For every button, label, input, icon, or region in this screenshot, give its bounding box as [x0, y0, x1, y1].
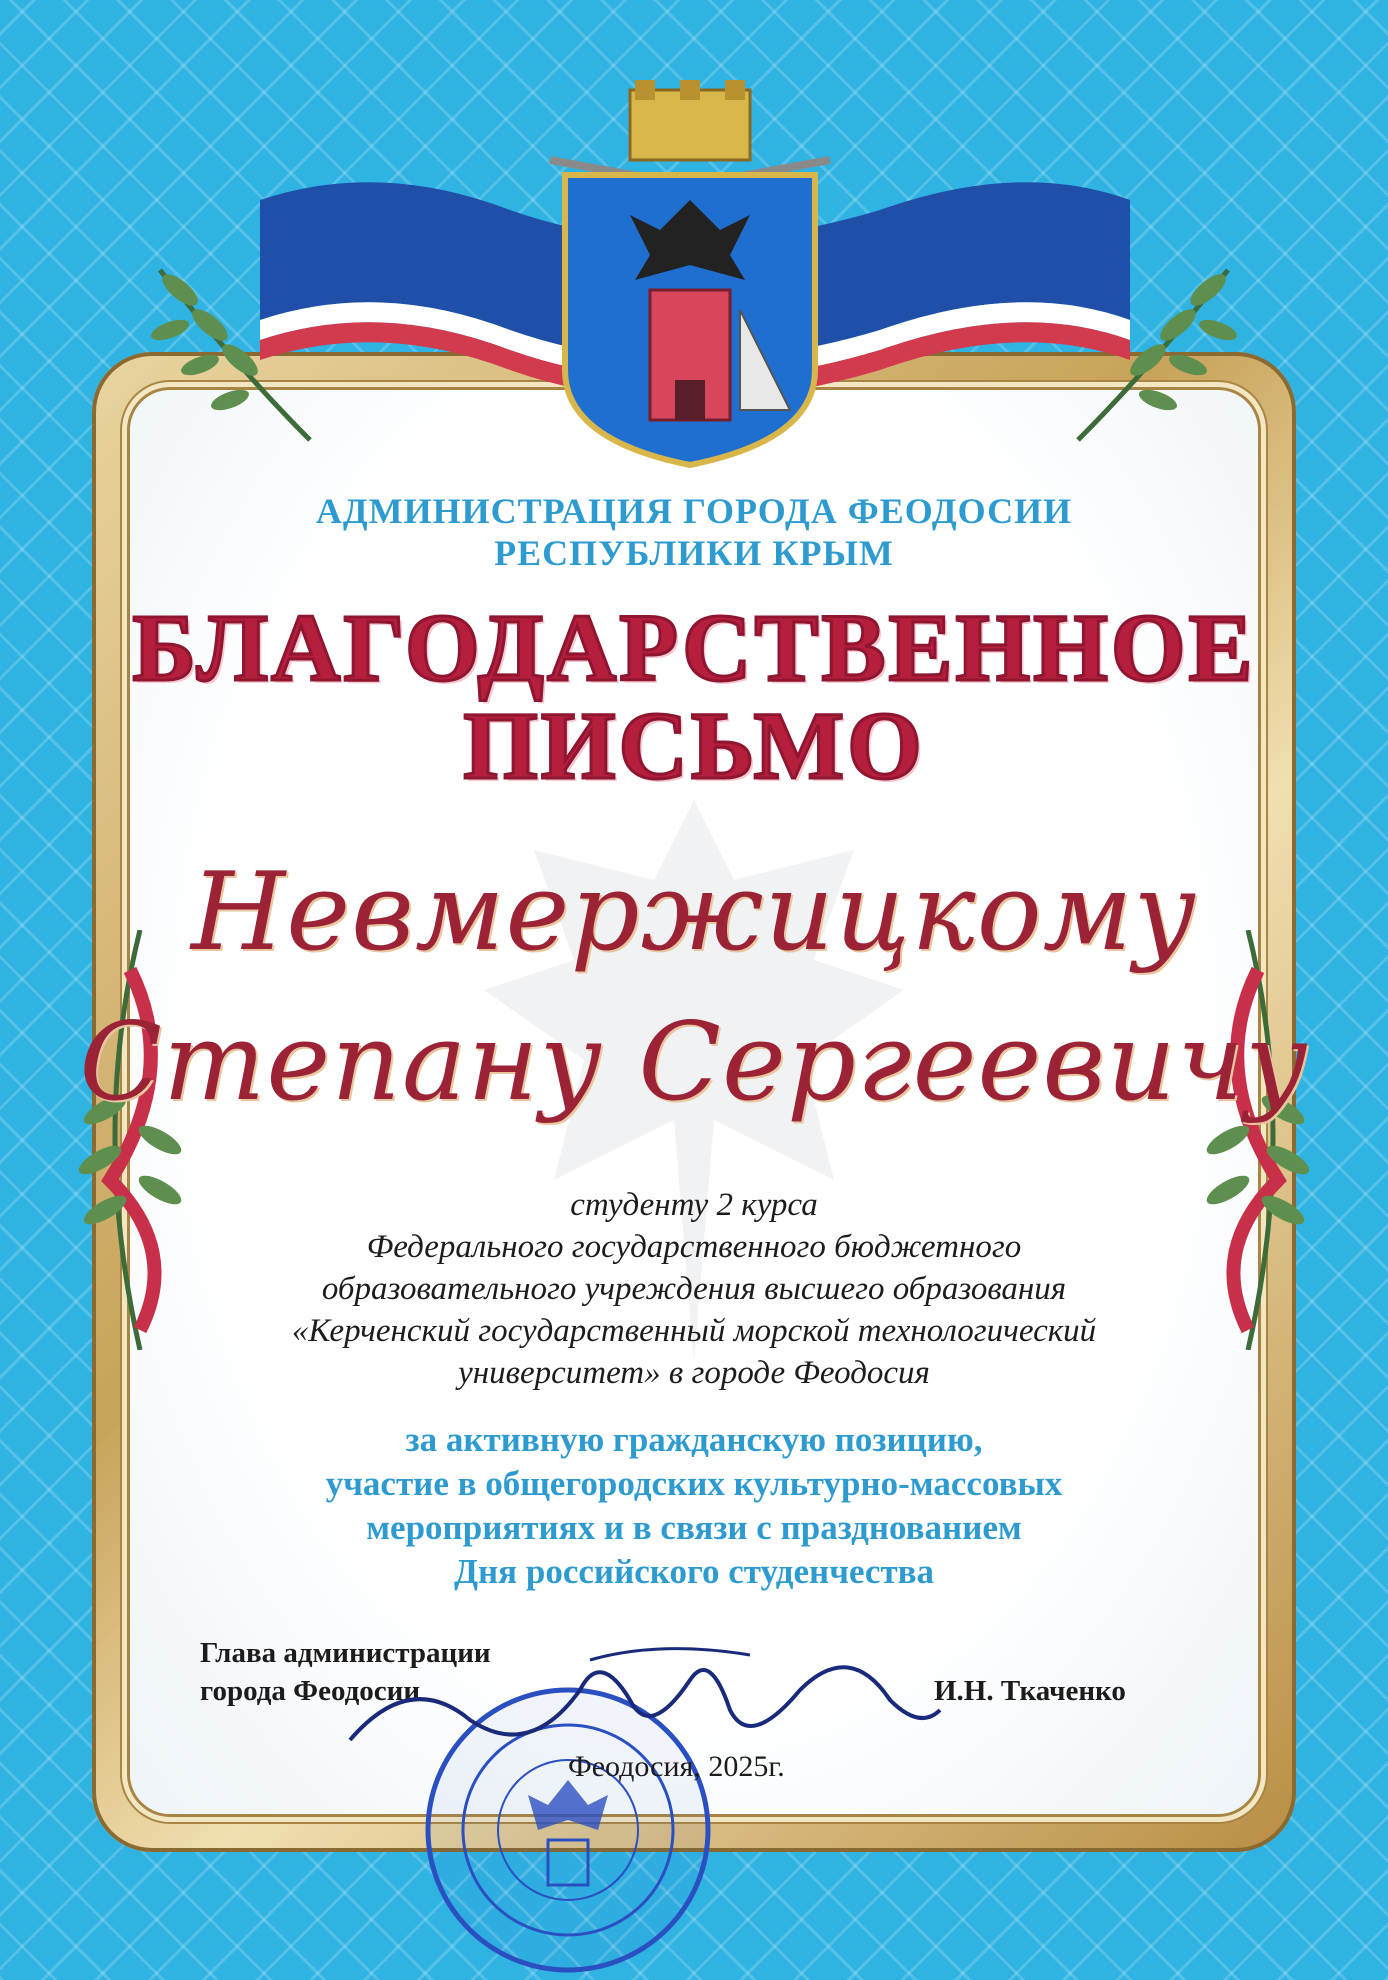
issuer-line-2: РЕСПУБЛИКИ КРЫМ — [494, 533, 894, 573]
city-coat-of-arms-icon — [540, 80, 840, 470]
recipient-surname: Невмержицкому — [191, 850, 1197, 975]
reason-line: Дня российского студенчества — [453, 1552, 935, 1591]
title-line-2: ПИСЬМО — [463, 692, 925, 799]
recipient-given-names: Степану Сергеевичу — [79, 1000, 1309, 1125]
issuer-line-1: АДМИНИСТРАЦИЯ ГОРОДА ФЕОДОСИИ — [315, 491, 1073, 531]
reason-line: участие в общегородских культурно-массовых — [325, 1464, 1063, 1503]
body-line: образовательного учреждения высшего образования — [321, 1271, 1067, 1307]
signatory-name: И.Н. Ткаченко — [934, 1675, 1126, 1707]
body-line: студенту 2 курса — [570, 1187, 818, 1223]
body-line: университет» в городе Феодосия — [458, 1355, 930, 1391]
title-line-1: БЛАГОДАРСТВЕННОЕ — [132, 594, 1256, 701]
body-line: Федерального государственного бюджетного — [366, 1229, 1022, 1265]
place-date: Феодосия, 2025г. — [568, 1750, 785, 1783]
reason-line: за активную гражданскую позицию, — [405, 1420, 983, 1459]
reason-line: мероприятиях и в связи с празднованием — [366, 1508, 1022, 1547]
signatory-title-line-2: города Феодосии — [200, 1675, 421, 1707]
body-line: «Керченский государственный морской технологический — [291, 1313, 1097, 1349]
handwritten-signature-icon — [330, 1630, 950, 1770]
signatory-title-line-1: Глава администрации — [200, 1637, 491, 1669]
